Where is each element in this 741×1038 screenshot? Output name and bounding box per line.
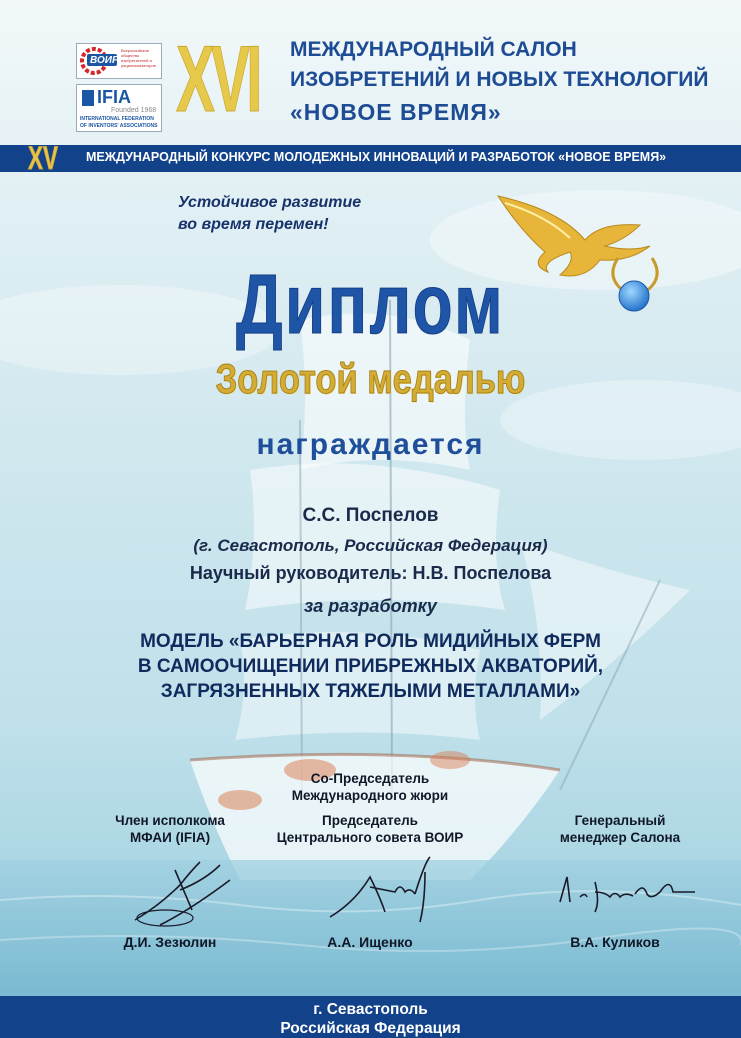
ifia-caption-1: INTERNATIONAL FEDERATION <box>80 116 154 122</box>
salon-title-line-2: ИЗОБРЕТЕНИЙ И НОВЫХ ТЕХНОЛОГИЙ <box>290 68 709 91</box>
ifia-logo-text: IFIA <box>97 87 131 107</box>
left-signer-name: Д.И. Зезюлин <box>123 934 217 950</box>
salon-number: XVI <box>176 26 259 131</box>
voir-logo-text: ВОИР <box>90 55 119 66</box>
motto-line-2: во время перемен! <box>178 216 329 233</box>
left-role-line-2: МФАИ (IFIA) <box>129 830 211 845</box>
left-signature <box>120 850 250 930</box>
supervisor: Научный руководитель: Н.В. Поспелова <box>189 563 552 583</box>
right-role-line-1: Генеральный <box>574 813 666 828</box>
voir-logo-caption: Всероссийское общество изобретателей и рационализаторов <box>121 48 156 68</box>
right-signer-name: В.А. Куликов <box>570 934 660 950</box>
voir-logo <box>76 43 162 79</box>
center-signer-role <box>270 812 470 846</box>
ifia-logo-mark <box>82 90 94 106</box>
diploma-title: Диплом <box>236 257 505 351</box>
right-role-line-2: менеджер Салона <box>559 830 681 845</box>
cochair-line-2: Международного жюри <box>291 788 449 803</box>
for-development: за разработку <box>304 596 437 616</box>
left-signer-role <box>80 812 260 846</box>
competition-title: МЕЖДУНАРОДНЫЙ КОНКУРС МОЛОДЕЖНЫХ ИННОВАЦИЙ И РАЗРАБОТОК «НОВОЕ ВРЕМЯ» <box>86 150 667 164</box>
work-title-line-2: В САМООЧИЩЕНИИ ПРИБРЕЖНЫХ АКВАТОРИЙ, <box>137 656 604 677</box>
center-role-line-2: Центрального совета ВОИР <box>276 830 464 845</box>
salon-title-line-1: МЕЖДУНАРОДНЫЙ САЛОН <box>290 38 577 61</box>
competition-number: XV <box>28 140 58 176</box>
ifia-logo <box>76 84 162 132</box>
right-signature <box>555 862 705 922</box>
work-title-line-3: ЗАГРЯЗНЕННЫХ ТЯЖЕЛЫМИ МЕТАЛЛАМИ» <box>160 681 581 702</box>
recipient-location: (г. Севастополь, Российская Федерация) <box>193 536 548 555</box>
center-signature <box>325 852 445 927</box>
right-signer-role <box>530 812 710 846</box>
cochair-line-1: Со-Председатель <box>310 771 430 786</box>
center-signer-name: А.А. Ищенко <box>327 934 413 950</box>
footer-country: Российская Федерация <box>280 1020 461 1037</box>
medal-title: Золотой медалью <box>215 355 526 402</box>
left-role-line-1: Член исполкома <box>115 813 225 828</box>
motto-line-1: Устойчивое развитие <box>178 194 362 211</box>
recipient-name: С.С. Поспелов <box>302 505 439 526</box>
awarded-text: награждается <box>256 428 485 461</box>
footer-city: г. Севастополь <box>313 1001 428 1018</box>
work-title-line-1: МОДЕЛЬ «БАРЬЕРНАЯ РОЛЬ МИДИЙНЫХ ФЕРМ <box>140 631 601 652</box>
cochair-title <box>270 770 470 804</box>
ifia-founded: Founded 1968 <box>111 107 157 114</box>
center-role-line-1: Председатель <box>322 813 418 828</box>
salon-title-line-3: «НОВОЕ ВРЕМЯ» <box>290 99 502 125</box>
ifia-caption-2: OF INVENTORS' ASSOCIATIONS <box>80 123 158 129</box>
